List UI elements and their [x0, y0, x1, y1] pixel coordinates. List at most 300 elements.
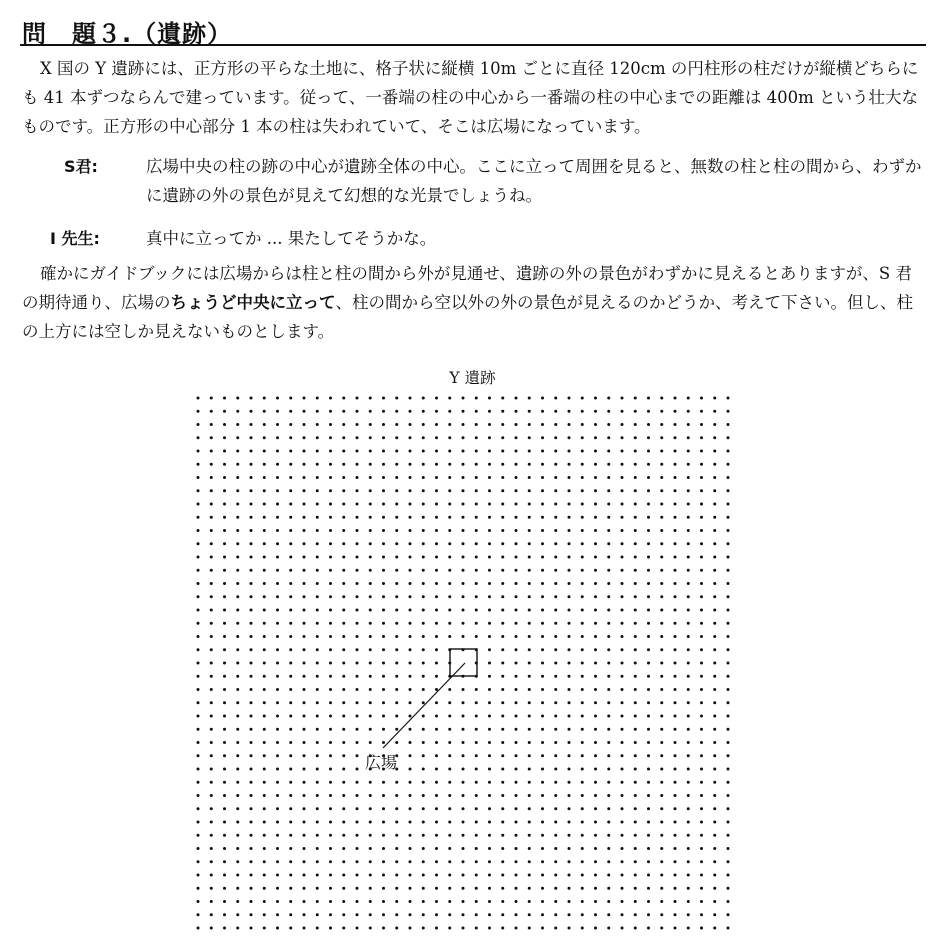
pillar-dot — [223, 542, 226, 545]
pillar-dot — [462, 847, 465, 850]
pillar-dot — [276, 807, 279, 810]
pillar-dot — [303, 463, 306, 466]
pillar-dot — [435, 529, 438, 532]
pillar-dot — [197, 503, 200, 506]
pillar-dot — [727, 887, 730, 890]
pillar-dot — [581, 397, 584, 400]
pillar-dot — [382, 410, 385, 413]
pillar-dot — [462, 768, 465, 771]
pillar-dot — [700, 913, 703, 916]
pillar-dot — [276, 688, 279, 691]
pillar-dot — [700, 807, 703, 810]
pillar-dot — [409, 675, 412, 678]
pillar-dot — [250, 834, 253, 837]
pillar-dot — [515, 476, 518, 479]
pillar-dot — [700, 463, 703, 466]
pillar-dot — [422, 569, 425, 572]
pillar-dot — [647, 516, 650, 519]
pillar-dot — [515, 410, 518, 413]
pillar-dot — [700, 397, 703, 400]
pillar-dot — [488, 595, 491, 598]
pillar-dot — [660, 887, 663, 890]
pillar-dot — [382, 900, 385, 903]
pillar-dot — [369, 397, 372, 400]
pillar-dot — [541, 436, 544, 439]
pillar-dot — [594, 569, 597, 572]
pillar-dot — [316, 463, 319, 466]
pillar-dot — [727, 715, 730, 718]
pillar-dot — [660, 688, 663, 691]
pillar-dot — [409, 489, 412, 492]
pillar-dot — [303, 847, 306, 850]
pillar-dot — [316, 807, 319, 810]
pillar-dot — [316, 489, 319, 492]
pillar-dot — [528, 715, 531, 718]
pillar-dot — [223, 529, 226, 532]
pillar-dot — [528, 450, 531, 453]
pillar-dot — [223, 569, 226, 572]
pillar-dot — [342, 821, 345, 824]
pillar-dot — [236, 874, 239, 877]
pillar-dot — [581, 900, 584, 903]
pillar-dot — [435, 900, 438, 903]
pillar-dot — [369, 913, 372, 916]
pillar-dot — [727, 834, 730, 837]
pillar-dot — [223, 834, 226, 837]
pillar-dot — [660, 516, 663, 519]
pillar-dot — [356, 913, 359, 916]
pillar-dot — [634, 450, 637, 453]
pillar-dot — [727, 436, 730, 439]
pillar-dot — [674, 503, 677, 506]
pillar-dot — [475, 463, 478, 466]
pillar-dot — [435, 794, 438, 797]
pillar-dot — [236, 609, 239, 612]
pillar-dot — [356, 728, 359, 731]
pillar-dot — [488, 821, 491, 824]
pillar-dot — [210, 741, 213, 744]
pillar-dot — [713, 715, 716, 718]
pillar-dot — [448, 781, 451, 784]
pillar-dot — [687, 556, 690, 559]
pillar-dot — [475, 569, 478, 572]
pillar-dot — [342, 887, 345, 890]
pillar-dot — [700, 542, 703, 545]
pillar-dot — [197, 450, 200, 453]
pillar-dot — [488, 754, 491, 757]
pillar-dot — [594, 476, 597, 479]
pillar-dot — [422, 595, 425, 598]
pillar-dot — [700, 847, 703, 850]
pillar-dot — [475, 582, 478, 585]
pillar-dot — [594, 847, 597, 850]
pillar-dot — [329, 529, 332, 532]
pillar-dot — [435, 622, 438, 625]
pillar-dot — [210, 834, 213, 837]
pillar-dot — [541, 503, 544, 506]
pillar-dot — [594, 913, 597, 916]
pillar-dot — [634, 622, 637, 625]
pillar-dot — [713, 675, 716, 678]
pillar-dot — [263, 516, 266, 519]
pillar-dot — [342, 754, 345, 757]
pillar-dot — [541, 834, 544, 837]
pillar-dot — [316, 635, 319, 638]
pillar-dot — [554, 516, 557, 519]
pillar-dot — [568, 463, 571, 466]
pillar-dot — [660, 397, 663, 400]
pillar-dot — [236, 860, 239, 863]
pillar-dot — [316, 913, 319, 916]
pillar-dot — [621, 622, 624, 625]
pillar-dot — [210, 542, 213, 545]
pillar-dot — [303, 648, 306, 651]
pillar-dot — [395, 860, 398, 863]
pillar-dot — [263, 781, 266, 784]
pillar-dot — [236, 582, 239, 585]
pillar-dot — [515, 503, 518, 506]
pillar-dot — [554, 622, 557, 625]
pillar-dot — [289, 662, 292, 665]
pillar-dot — [462, 595, 465, 598]
pillar-dot — [581, 847, 584, 850]
pillar-dot — [329, 874, 332, 877]
pillar-dot — [329, 595, 332, 598]
pillar-dot — [607, 900, 610, 903]
pillar-dot — [634, 410, 637, 413]
pillar-dot — [382, 913, 385, 916]
pillar-dot — [515, 715, 518, 718]
pillar-dot — [594, 821, 597, 824]
pillar-dot — [236, 436, 239, 439]
pillar-dot — [303, 887, 306, 890]
pillar-dot — [727, 423, 730, 426]
pillar-dot — [316, 516, 319, 519]
pillar-dot — [210, 847, 213, 850]
pillar-dot — [501, 436, 504, 439]
pillar-dot — [528, 701, 531, 704]
pillar-dot — [448, 582, 451, 585]
pillar-dot — [210, 927, 213, 930]
pillar-dot — [541, 423, 544, 426]
pillar-dot — [515, 847, 518, 850]
pillar-dot — [369, 635, 372, 638]
pillar-dot — [462, 516, 465, 519]
pillar-dot — [329, 463, 332, 466]
pillar-dot — [263, 741, 266, 744]
pillar-dot — [687, 927, 690, 930]
pillar-dot — [289, 489, 292, 492]
pillar-dot — [395, 781, 398, 784]
pillar-dot — [435, 423, 438, 426]
pillar-dot — [382, 688, 385, 691]
pillar-dot — [329, 423, 332, 426]
pillar-dot — [607, 874, 610, 877]
pillar-dot — [250, 410, 253, 413]
pillar-dot — [568, 675, 571, 678]
pillar-dot — [409, 542, 412, 545]
pillar-dot — [250, 450, 253, 453]
pillar-dot — [700, 582, 703, 585]
pillar-dot — [581, 688, 584, 691]
pillar-dot — [356, 701, 359, 704]
pillar-dot — [727, 569, 730, 572]
pillar-dot — [674, 927, 677, 930]
pillar-dot — [316, 754, 319, 757]
pillar-dot — [236, 781, 239, 784]
pillar-dot — [713, 847, 716, 850]
pillar-dot — [289, 569, 292, 572]
pillar-dot — [621, 807, 624, 810]
pillar-dot — [554, 489, 557, 492]
pillar-dot — [607, 927, 610, 930]
pillar-dot — [727, 913, 730, 916]
pillar-dot — [250, 741, 253, 744]
pillar-dot — [554, 648, 557, 651]
pillar-dot — [263, 476, 266, 479]
pillar-dot — [634, 715, 637, 718]
pillar-dot — [289, 595, 292, 598]
pillar-dot — [289, 423, 292, 426]
pillar-dot — [687, 423, 690, 426]
pillar-dot — [568, 807, 571, 810]
pillar-dot — [409, 463, 412, 466]
pillar-dot — [276, 556, 279, 559]
pillar-dot — [501, 913, 504, 916]
pillar-dot — [634, 397, 637, 400]
pillar-dot — [263, 913, 266, 916]
pillar-dot — [594, 834, 597, 837]
pillar-dot — [356, 675, 359, 678]
pillar-dot — [594, 900, 597, 903]
pillar-dot — [594, 556, 597, 559]
pillar-dot — [475, 595, 478, 598]
pillar-dot — [263, 688, 266, 691]
pillar-dot — [660, 834, 663, 837]
pillar-dot — [236, 410, 239, 413]
pillar-dot — [554, 701, 557, 704]
pillar-dot — [700, 476, 703, 479]
pillar-dot — [422, 913, 425, 916]
pillar-dot — [687, 410, 690, 413]
pillar-dot — [369, 410, 372, 413]
pillar-dot — [435, 569, 438, 572]
pillar-dot — [276, 569, 279, 572]
pillar-dot — [342, 397, 345, 400]
pillar-dot — [409, 927, 412, 930]
pillar-dot — [236, 807, 239, 810]
pillar-dot — [528, 463, 531, 466]
pillar-dot — [342, 582, 345, 585]
pillar-dot — [621, 913, 624, 916]
pillar-dot — [382, 489, 385, 492]
pillar-dot — [700, 635, 703, 638]
pillar-dot — [501, 410, 504, 413]
pillar-dot — [475, 927, 478, 930]
pillar-dot — [356, 927, 359, 930]
pillar-dot — [448, 595, 451, 598]
pillar-dot — [329, 715, 332, 718]
pillar-dot — [647, 503, 650, 506]
pillar-dot — [356, 794, 359, 797]
pillar-dot — [422, 701, 425, 704]
pillar-dot — [223, 609, 226, 612]
pillar-dot — [700, 927, 703, 930]
pillar-dot — [607, 489, 610, 492]
pillar-dot — [621, 834, 624, 837]
pillar-dot — [515, 609, 518, 612]
pillar-dot — [263, 397, 266, 400]
pillar-dot — [197, 768, 200, 771]
pillar-dot — [647, 807, 650, 810]
pillar-dot — [501, 781, 504, 784]
pillar-dot — [634, 595, 637, 598]
pillar-dot — [289, 503, 292, 506]
pillar-dot — [422, 794, 425, 797]
pillar-dot — [501, 542, 504, 545]
pillar-dot — [528, 913, 531, 916]
pillar-dot — [289, 582, 292, 585]
pillar-dot — [276, 927, 279, 930]
pillar-dot — [329, 913, 332, 916]
pillar-dot — [660, 622, 663, 625]
pillar-dot — [435, 728, 438, 731]
pillar-dot — [541, 529, 544, 532]
pillar-dot — [581, 635, 584, 638]
pillar-dot — [660, 821, 663, 824]
pillar-dot — [382, 609, 385, 612]
pillar-dot — [409, 423, 412, 426]
pillar-dot — [250, 476, 253, 479]
pillar-dot — [647, 688, 650, 691]
pillar-dot — [594, 781, 597, 784]
pillar-dot — [674, 609, 677, 612]
pillar-dot — [382, 397, 385, 400]
pillar-dot — [568, 847, 571, 850]
pillar-dot — [197, 529, 200, 532]
pillar-dot — [515, 635, 518, 638]
pillar-dot — [303, 728, 306, 731]
pillar-dot — [210, 569, 213, 572]
pillar-dot — [594, 582, 597, 585]
pillar-dot — [554, 728, 557, 731]
pillar-dot — [263, 715, 266, 718]
pillar-dot — [647, 489, 650, 492]
pillar-dot — [501, 860, 504, 863]
pillar-dot — [568, 794, 571, 797]
pillar-dot — [276, 741, 279, 744]
pillar-dot — [448, 450, 451, 453]
pillar-dot — [236, 489, 239, 492]
pillar-dot — [342, 436, 345, 439]
pillar-dot — [435, 410, 438, 413]
pillar-dot — [210, 595, 213, 598]
pillar-dot — [448, 728, 451, 731]
pillar-dot — [448, 423, 451, 426]
pillar-dot — [263, 794, 266, 797]
pillar-dot — [250, 423, 253, 426]
pillar-dot — [342, 913, 345, 916]
pillar-dot — [501, 768, 504, 771]
pillar-dot — [713, 887, 716, 890]
pillar-dot — [422, 900, 425, 903]
pillar-dot — [197, 927, 200, 930]
pillar-dot — [462, 860, 465, 863]
pillar-dot — [568, 410, 571, 413]
pillar-dot — [554, 794, 557, 797]
pillar-dot — [210, 794, 213, 797]
figure-title: Y 遺跡 — [449, 369, 496, 387]
pillar-dot — [382, 821, 385, 824]
pillar-dot — [197, 476, 200, 479]
pillar-dot — [687, 569, 690, 572]
pillar-dot — [634, 609, 637, 612]
pillar-dot — [541, 728, 544, 731]
pillar-dot — [210, 728, 213, 731]
pillar-dot — [395, 900, 398, 903]
pillar-dot — [250, 582, 253, 585]
pillar-dot — [501, 741, 504, 744]
pillar-dot — [250, 860, 253, 863]
pillar-dot — [568, 821, 571, 824]
pillar-dot — [581, 887, 584, 890]
pillar-dot — [276, 701, 279, 704]
pillar-dot — [250, 569, 253, 572]
pillar-dot — [409, 622, 412, 625]
pillar-dot — [501, 648, 504, 651]
pillar-dot — [501, 622, 504, 625]
pillar-dot — [276, 397, 279, 400]
pillar-dot — [554, 463, 557, 466]
pillar-dot — [289, 927, 292, 930]
pillar-dot — [634, 781, 637, 784]
pillar-dot — [621, 821, 624, 824]
pillar-dot — [263, 847, 266, 850]
pillar-dot — [713, 662, 716, 665]
pillar-dot — [276, 754, 279, 757]
pillar-dot — [700, 900, 703, 903]
pillar-dot — [422, 781, 425, 784]
pillar-dot — [448, 807, 451, 810]
pillar-dot — [395, 622, 398, 625]
pillar-dot — [448, 834, 451, 837]
pillar-dot — [395, 635, 398, 638]
pillar-dot — [607, 503, 610, 506]
pillar-dot — [568, 754, 571, 757]
pillar-dot — [197, 489, 200, 492]
pillar-dot — [223, 595, 226, 598]
pillar-dot — [568, 529, 571, 532]
pillar-dot — [342, 794, 345, 797]
pillar-dot — [289, 450, 292, 453]
pillar-dot — [541, 913, 544, 916]
pillar-dot — [528, 821, 531, 824]
pillar-dot — [528, 860, 531, 863]
pillar-dot — [594, 410, 597, 413]
pillar-dot — [621, 489, 624, 492]
pillar-dot — [289, 794, 292, 797]
pillar-dot — [634, 927, 637, 930]
pillar-dot — [674, 635, 677, 638]
pillar-dot — [236, 675, 239, 678]
pillar-dot — [210, 489, 213, 492]
pillar-dot — [250, 609, 253, 612]
pillar-dot — [197, 913, 200, 916]
pillar-dot — [634, 662, 637, 665]
pillar-dot — [700, 569, 703, 572]
pillar-dot — [462, 913, 465, 916]
pillar-dot — [607, 781, 610, 784]
